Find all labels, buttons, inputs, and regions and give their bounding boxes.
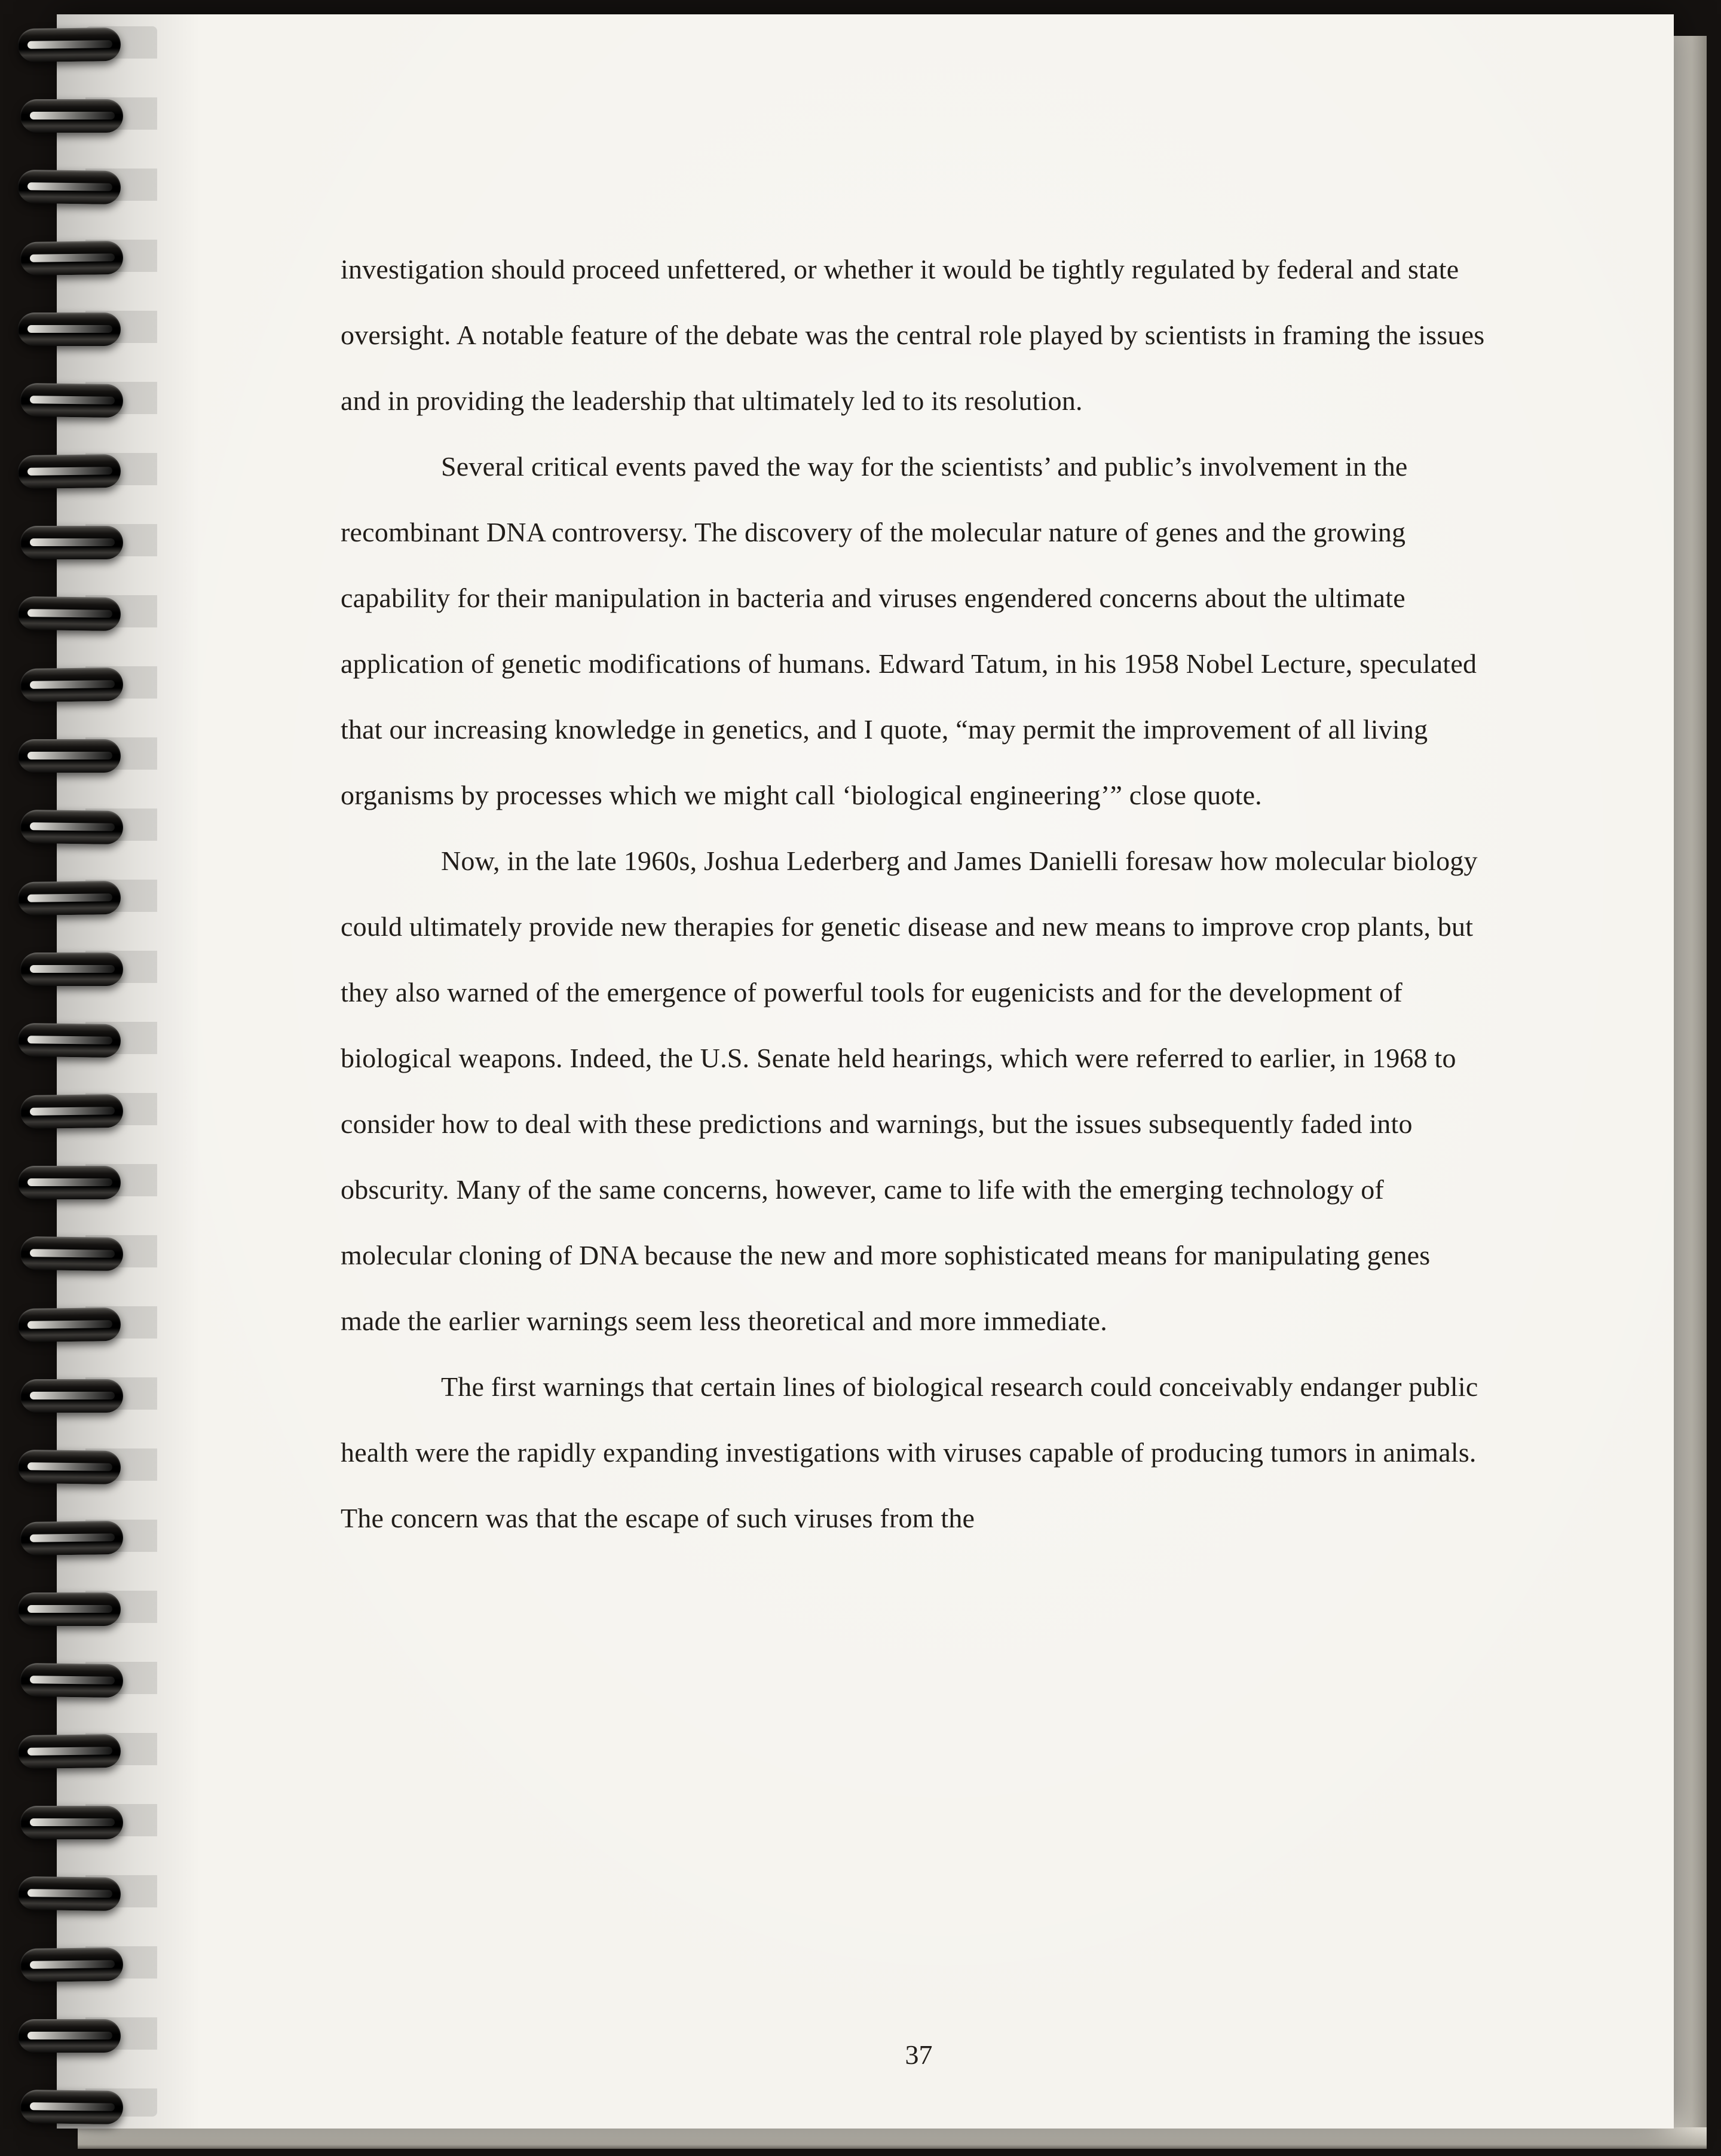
binding-ring (18, 596, 121, 631)
binding-ring (18, 313, 121, 346)
binding-ring (18, 1876, 121, 1911)
page-stack-edge-bottom (78, 2127, 1707, 2149)
binding-ring (18, 1166, 121, 1199)
binding-ring (20, 1806, 123, 1839)
binding-ring (20, 1094, 124, 1129)
binding-ring (18, 1307, 121, 1342)
binding-ring (20, 99, 123, 133)
binding-ring (20, 810, 124, 844)
binding-ring (20, 1236, 124, 1271)
paragraph: The first warnings that certain lines of biological research could conceivably endanger public health were the rapidly expanding investigations with viruses capable of producing tumors in animals. The concern was that the escape of such viruses from the (341, 1371, 1478, 1533)
binding-ring (18, 739, 121, 773)
binding-ring (20, 241, 124, 275)
binding-ring (18, 1450, 121, 1484)
binding-ring (20, 953, 123, 986)
binding-ring (20, 1379, 123, 1413)
binding-ring (20, 1663, 124, 1698)
page-number: 37 (905, 2039, 933, 2070)
binding-ring (18, 454, 121, 489)
binding-ring (18, 1592, 121, 1626)
binding-ring (18, 27, 121, 62)
spiral-binding (0, 0, 155, 2156)
binding-ring (20, 2090, 124, 2124)
binding-ring (18, 2019, 121, 2053)
binding-ring (20, 667, 124, 702)
page-stack-edge-right (1673, 36, 1707, 2133)
paragraph: investigation should proceed unfettered, or whether it would be tightly regulated by federal and state oversight. A notable feature of the debate was the central role played by scientists in framing the issues and in providing the leadership that ultimately led to its resolution. (341, 254, 1485, 416)
binding-ring (20, 1521, 124, 1555)
binding-ring (18, 170, 121, 204)
page-text (341, 237, 1497, 1551)
binding-ring (18, 1023, 121, 1058)
binding-ring (20, 1947, 124, 1982)
binding-ring (20, 526, 123, 559)
paragraph: Now, in the late 1960s, Joshua Lederberg and James Danielli foresaw how molecular biology could ultimately provide new therapies for genetic disease and new means to improve crop plants, but they also warned of the emergence of powerful tools for eugenicists and for the development of biological weapons. Indeed, the U.S. Senate held hearings, which were referred to earlier, in 1968 to consider how to deal with these predictions and warnings, but the issues subsequently faded into obscurity. Many of the same concerns, however, came to life with the emerging technology of molecular cloning of DNA because the new and more sophisticated means for manipulating genes made the earlier warnings seem less theoretical and more immediate. (341, 846, 1478, 1336)
document-page (57, 14, 1674, 2129)
binding-ring (18, 881, 121, 915)
binding-ring (18, 1734, 121, 1769)
paragraph: Several critical events paved the way for the scientists’ and public’s involvement in the recombinant DNA controversy. The discovery of the molecular nature of genes and the growing capability for their manipulation in bacteria and viruses engendered concerns about the ultimate application of genetic modifications of humans. Edward Tatum, in his 1958 Nobel Lecture, speculated that our increasing knowledge in genetics, and I quote, “may permit the improvement of all living organisms by processes which we might call ‘biological engineering’” close quote. (341, 451, 1477, 810)
binding-ring (20, 383, 124, 418)
